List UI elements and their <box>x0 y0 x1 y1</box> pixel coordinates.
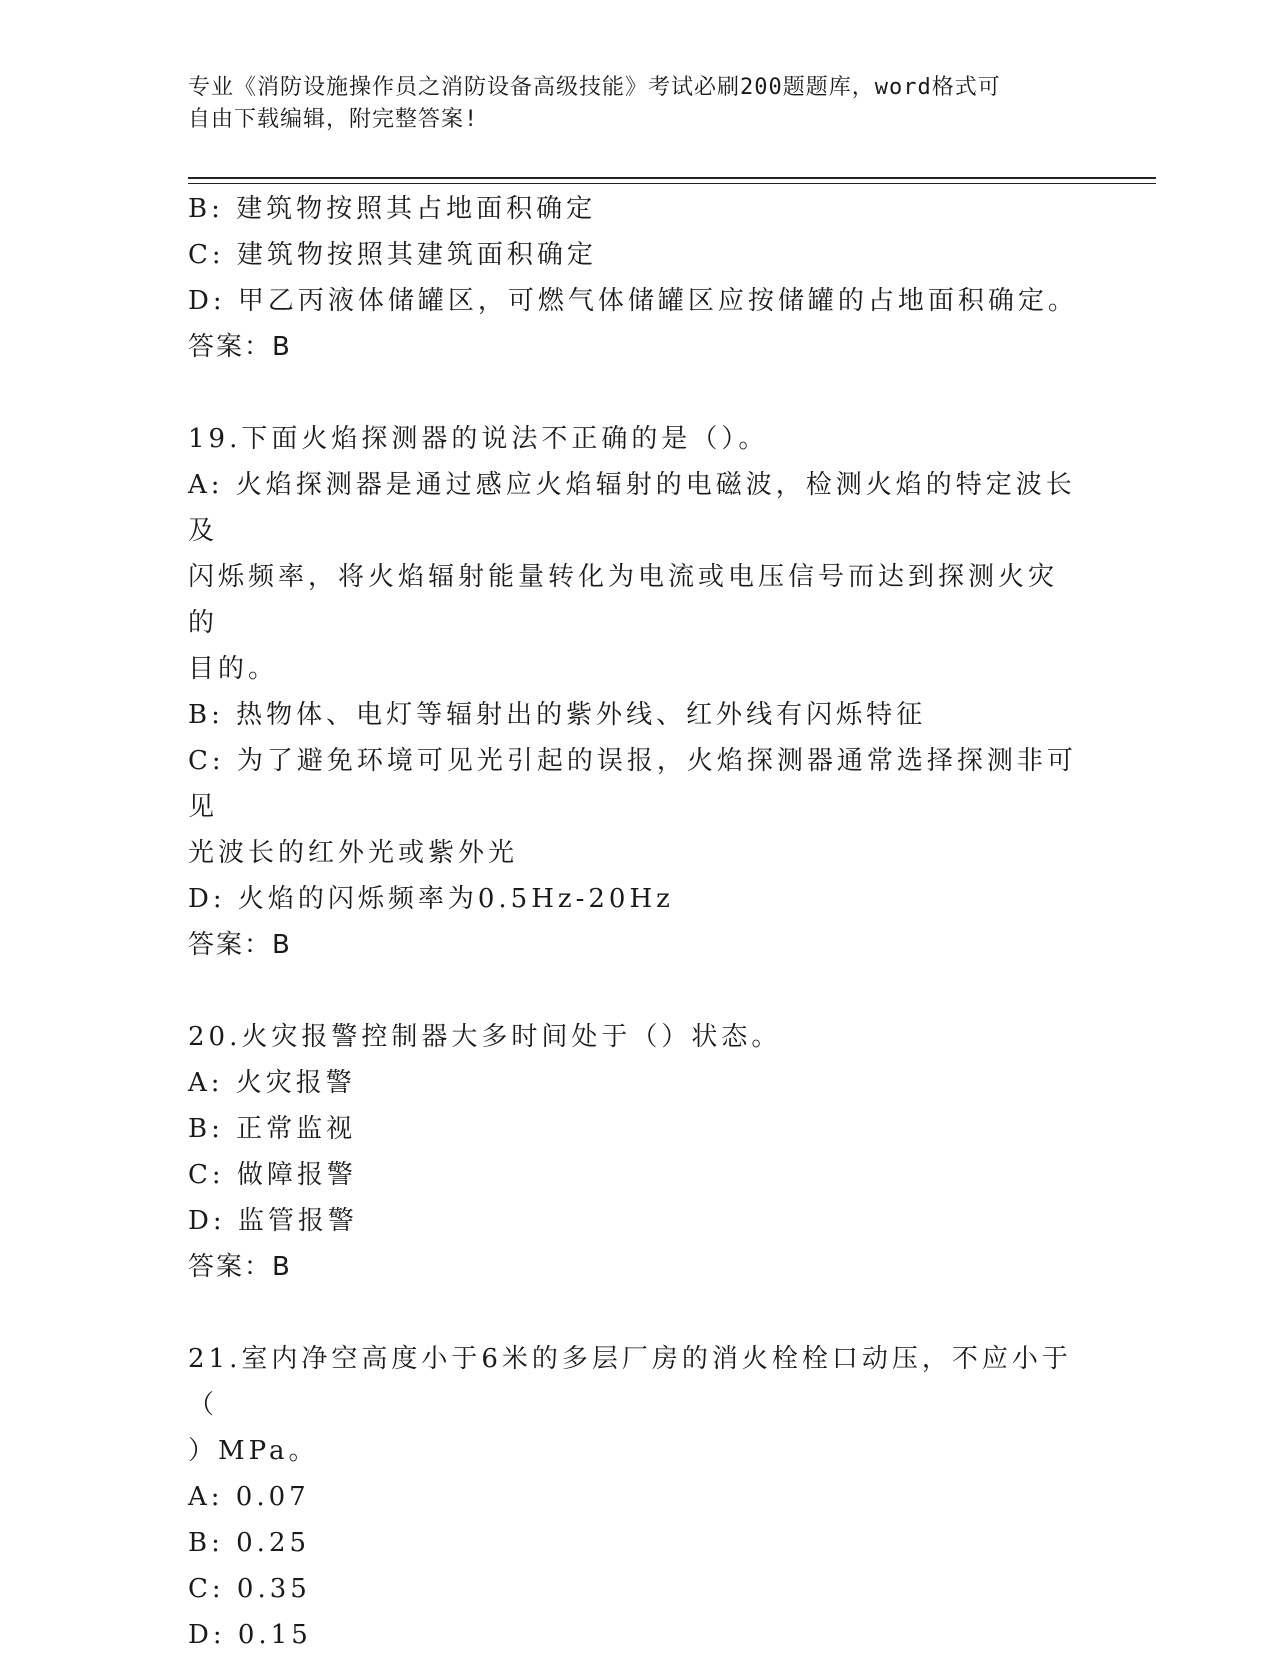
q21-option-c: C: 0.35 <box>188 1574 311 1604</box>
spacer <box>188 968 1078 1014</box>
q20-option-a: A: 火灾报警 <box>188 1068 356 1098</box>
q19-option-d: D: 火焰的闪烁频率为0.5Hz-20Hz <box>188 884 674 914</box>
spacer <box>188 370 1078 416</box>
q19-question: 19.下面火焰探测器的说法不正确的是（）。 <box>188 424 769 454</box>
q19-option-c-line1: C: 为了避免环境可见光引起的误报，火焰探测器通常选择探测非可见 <box>188 746 1077 822</box>
q18-option-c: C: 建筑物按照其建筑面积确定 <box>188 240 597 270</box>
spacer <box>188 1290 1078 1336</box>
q19-answer: 答案：B <box>188 930 292 960</box>
q21-option-a: A: 0.07 <box>188 1482 310 1512</box>
q19-option-a-line3: 目的。 <box>188 654 279 684</box>
q19-option-c-line2: 光波长的红外光或紫外光 <box>188 838 519 868</box>
q21-option-d: D: 0.15 <box>188 1620 312 1650</box>
q21-question-line1: 21.室内净空高度小于6米的多层厂房的消火栓栓口动压，不应小于（ <box>188 1344 1072 1420</box>
header-line-2: 自由下载编辑，附完整答案! <box>188 107 479 132</box>
q19-option-a-line1: A: 火焰探测器是通过感应火焰辐射的电磁波，检测火焰的特定波长及 <box>188 470 1076 546</box>
q20-answer: 答案：B <box>188 1252 292 1282</box>
q19-option-a-line2: 闪烁频率，将火焰辐射能量转化为电流或电压信号而达到探测火灾的 <box>188 562 1059 638</box>
document-header <box>188 72 1068 136</box>
q18-option-b: B: 建筑物按照其占地面积确定 <box>188 194 597 224</box>
q20-option-d: D: 监管报警 <box>188 1206 358 1236</box>
q21-question-line2: ）MPa。 <box>188 1436 319 1466</box>
q19-option-b: B: 热物体、电灯等辐射出的紫外线、红外线有闪烁特征 <box>188 700 927 730</box>
header-rule-thick <box>188 177 1156 179</box>
q21-option-b: B: 0.25 <box>188 1528 311 1558</box>
q20-option-b: B: 正常监视 <box>188 1114 357 1144</box>
question-content <box>188 186 1078 1658</box>
q18-answer: 答案：B <box>188 332 292 362</box>
q18-option-d: D: 甲乙丙液体储罐区，可燃气体储罐区应按储罐的占地面积确定。 <box>188 286 1078 316</box>
q20-option-c: C: 做障报警 <box>188 1160 357 1190</box>
q20-question: 20.火灾报警控制器大多时间处于（）状态。 <box>188 1022 782 1052</box>
header-line-1: 专业《消防设施操作员之消防设备高级技能》考试必刷200题题库，word格式可 <box>188 75 1001 100</box>
header-rule-thin <box>188 183 1156 184</box>
